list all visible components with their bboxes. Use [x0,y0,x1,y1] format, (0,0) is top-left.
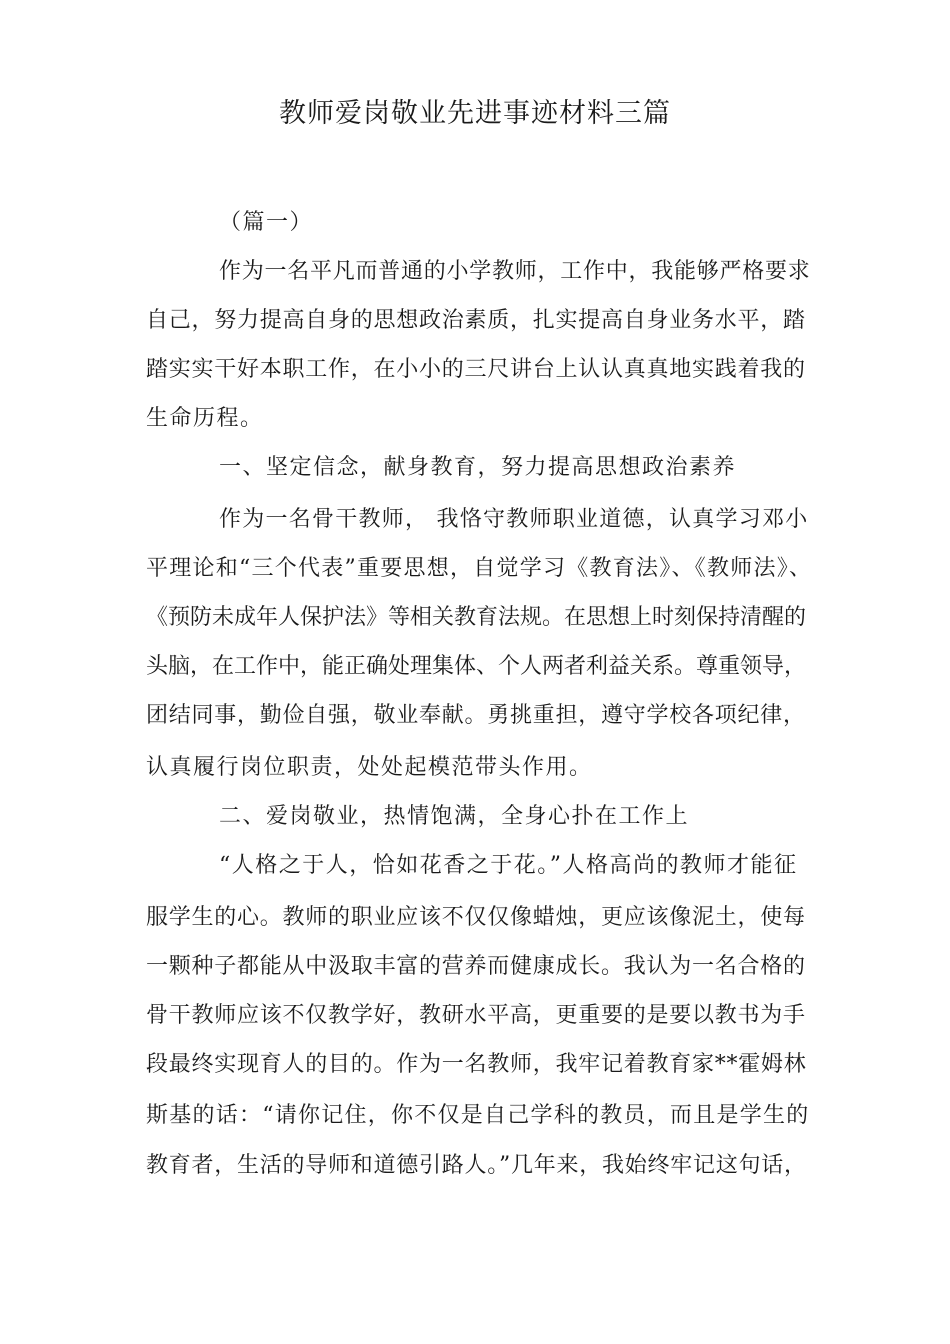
paragraph-line: 踏实实干好本职工作，在小小的三尺讲台上认认真真地实践着我的 [146,357,806,382]
paragraph-line: 斯基的话：“请你记住，你不仅是自己学科的教员，而且是学生的 [146,1103,810,1128]
document-title: 教师爱岗敬业先进事迹材料三篇 [279,98,671,129]
paragraph-line: 段最终实现育人的目的。作为一名教师，我牢记着教育家**霍姆林 [146,1052,807,1077]
paragraph-line: 认真履行岗位职责，处处起模范带头作用。 [146,755,593,780]
paragraph-line: 教育者，生活的导师和道德引路人。”几年来，我始终牢记这句话， [146,1153,807,1178]
paragraph-line: 自己，努力提高自身的思想政治素质，扎实提高自身业务水平，踏 [146,308,806,333]
paragraph-line: 生命历程。 [146,406,264,431]
section-heading-two: 二、爱岗敬业，热情饱满，全身心扑在工作上 [219,804,690,829]
paragraph-line: “人格之于人，恰如花香之于花。”人格高尚的教师才能征 [219,853,798,878]
paragraph-line: 《预防未成年人保护法》等相关教育法规。在思想上时刻保持清醒的 [146,605,807,630]
paragraph-line: 骨干教师应该不仅教学好，教研水平高，更重要的是要以教书为手 [146,1003,806,1028]
paragraph-line: 团结同事，勤俭自强，敬业奉献。勇挑重担，遵守学校各项纪律， [146,703,806,728]
paragraph-line: 头脑，在工作中，能正确处理集体、个人两者利益关系。尊重领导， [146,654,807,679]
section-label-part-one: （篇一） [219,210,314,235]
paragraph-line: 一颗种子都能从中汲取丰富的营养而健康成长。我认为一名合格的 [146,954,806,979]
section-heading-one: 一、坚定信念，献身教育，努力提高思想政治素养 [219,455,737,480]
paragraph-line: 作为一名平凡而普通的小学教师，工作中，我能够严格要求 [219,259,811,284]
paragraph-line: 平理论和“三个代表”重要思想，自觉学习《教育法》、《教师法》、 [146,556,813,581]
paragraph-line: 服学生的心。教师的职业应该不仅仅像蜡烛，更应该像泥土，使每 [146,905,806,930]
paragraph-line: 作为一名骨干教师， 我恪守教师职业道德，认真学习邓小 [219,507,809,532]
